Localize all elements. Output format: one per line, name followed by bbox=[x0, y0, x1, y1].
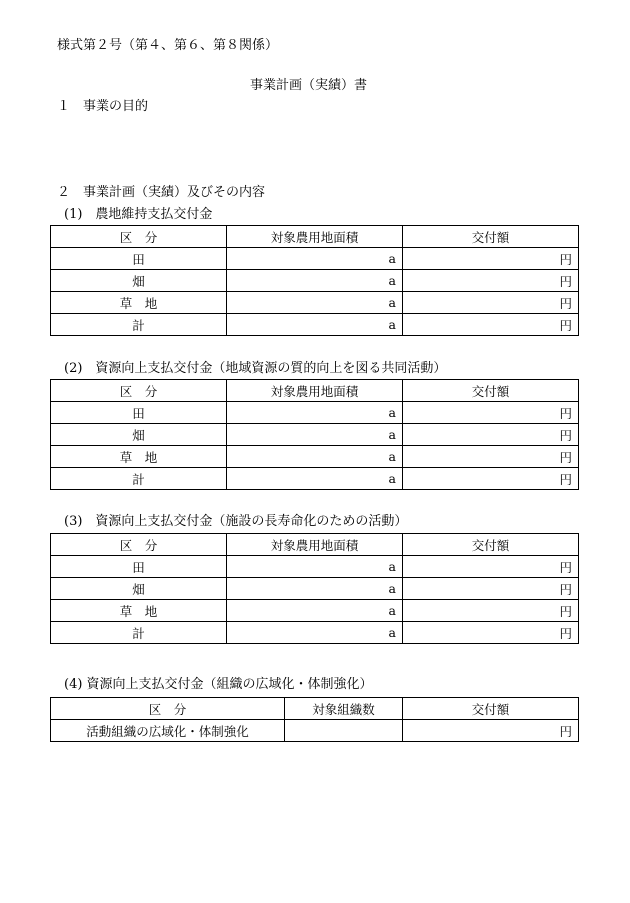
header-category: 区 分 bbox=[51, 534, 227, 556]
row-category: 計 bbox=[51, 314, 227, 336]
area-cell[interactable]: a bbox=[227, 314, 403, 336]
header-area: 対象農用地面積 bbox=[227, 226, 403, 248]
amount-cell[interactable]: 円 bbox=[403, 622, 579, 644]
table-row bbox=[51, 556, 579, 578]
table-2 bbox=[50, 379, 579, 490]
table-2-caption: (2) 資源向上支払交付金（地域資源の質的向上を図る共同活動） bbox=[64, 361, 447, 376]
table-3 bbox=[50, 533, 579, 644]
table-row bbox=[51, 578, 579, 600]
amount-cell[interactable]: 円 bbox=[403, 270, 579, 292]
table-1 bbox=[50, 225, 579, 336]
form-label: 様式第２号（第４、第６、第８関係） bbox=[57, 38, 279, 53]
header-category: 区 分 bbox=[51, 380, 227, 402]
row-category: 田 bbox=[51, 556, 227, 578]
area-cell[interactable]: a bbox=[227, 248, 403, 270]
table-header-row bbox=[51, 380, 579, 402]
amount-cell[interactable]: 円 bbox=[403, 402, 579, 424]
table-row bbox=[51, 600, 579, 622]
area-cell[interactable]: a bbox=[227, 446, 403, 468]
table-row bbox=[51, 446, 579, 468]
area-cell[interactable]: a bbox=[227, 556, 403, 578]
header-amount: 交付額 bbox=[403, 226, 579, 248]
row-category: 畑 bbox=[51, 578, 227, 600]
amount-cell[interactable]: 円 bbox=[403, 556, 579, 578]
table-4-caption: (4) 資源向上支払交付金（組織の広域化・体制強化） bbox=[64, 677, 373, 692]
header-org-count: 対象組織数 bbox=[285, 698, 403, 720]
amount-cell[interactable]: 円 bbox=[403, 600, 579, 622]
header-area: 対象農用地面積 bbox=[227, 534, 403, 556]
table-4 bbox=[50, 697, 579, 742]
table-1-caption: (1) 農地維持支払交付金 bbox=[64, 207, 213, 222]
amount-cell[interactable]: 円 bbox=[403, 720, 579, 742]
table-header-row bbox=[51, 698, 579, 720]
row-category: 田 bbox=[51, 248, 227, 270]
header-area: 対象農用地面積 bbox=[227, 380, 403, 402]
row-category: 草 地 bbox=[51, 292, 227, 314]
section-2-heading: ２ 事業計画（実績）及びその内容 bbox=[57, 185, 266, 200]
row-category: 活動組織の広域化・体制強化 bbox=[51, 720, 285, 742]
amount-cell[interactable]: 円 bbox=[403, 314, 579, 336]
table-header-row bbox=[51, 226, 579, 248]
table-row bbox=[51, 402, 579, 424]
amount-cell[interactable]: 円 bbox=[403, 578, 579, 600]
amount-cell[interactable]: 円 bbox=[403, 248, 579, 270]
area-cell[interactable]: a bbox=[227, 468, 403, 490]
header-amount: 交付額 bbox=[403, 534, 579, 556]
row-category: 田 bbox=[51, 402, 227, 424]
row-category: 計 bbox=[51, 622, 227, 644]
row-category: 畑 bbox=[51, 270, 227, 292]
amount-cell[interactable]: 円 bbox=[403, 424, 579, 446]
table-row bbox=[51, 314, 579, 336]
area-cell[interactable]: a bbox=[227, 578, 403, 600]
amount-cell[interactable]: 円 bbox=[403, 468, 579, 490]
area-cell[interactable]: a bbox=[227, 270, 403, 292]
area-cell[interactable]: a bbox=[227, 402, 403, 424]
area-cell[interactable]: a bbox=[227, 622, 403, 644]
header-category: 区 分 bbox=[51, 698, 285, 720]
table-row bbox=[51, 292, 579, 314]
table-row bbox=[51, 248, 579, 270]
amount-cell[interactable]: 円 bbox=[403, 292, 579, 314]
table-3-caption: (3) 資源向上支払交付金（施設の長寿命化のための活動） bbox=[64, 514, 408, 529]
table-row bbox=[51, 468, 579, 490]
table-row bbox=[51, 270, 579, 292]
area-cell[interactable]: a bbox=[227, 292, 403, 314]
row-category: 草 地 bbox=[51, 446, 227, 468]
row-category: 計 bbox=[51, 468, 227, 490]
table-row bbox=[51, 720, 579, 742]
table-row bbox=[51, 424, 579, 446]
document-title: 事業計画（実績）書 bbox=[250, 78, 368, 93]
org-count-cell[interactable] bbox=[285, 720, 403, 742]
area-cell[interactable]: a bbox=[227, 424, 403, 446]
table-row bbox=[51, 622, 579, 644]
table-header-row bbox=[51, 534, 579, 556]
row-category: 畑 bbox=[51, 424, 227, 446]
header-amount: 交付額 bbox=[403, 380, 579, 402]
row-category: 草 地 bbox=[51, 600, 227, 622]
amount-cell[interactable]: 円 bbox=[403, 446, 579, 468]
header-category: 区 分 bbox=[51, 226, 227, 248]
section-1-heading: １ 事業の目的 bbox=[57, 99, 149, 114]
area-cell[interactable]: a bbox=[227, 600, 403, 622]
header-amount: 交付額 bbox=[403, 698, 579, 720]
